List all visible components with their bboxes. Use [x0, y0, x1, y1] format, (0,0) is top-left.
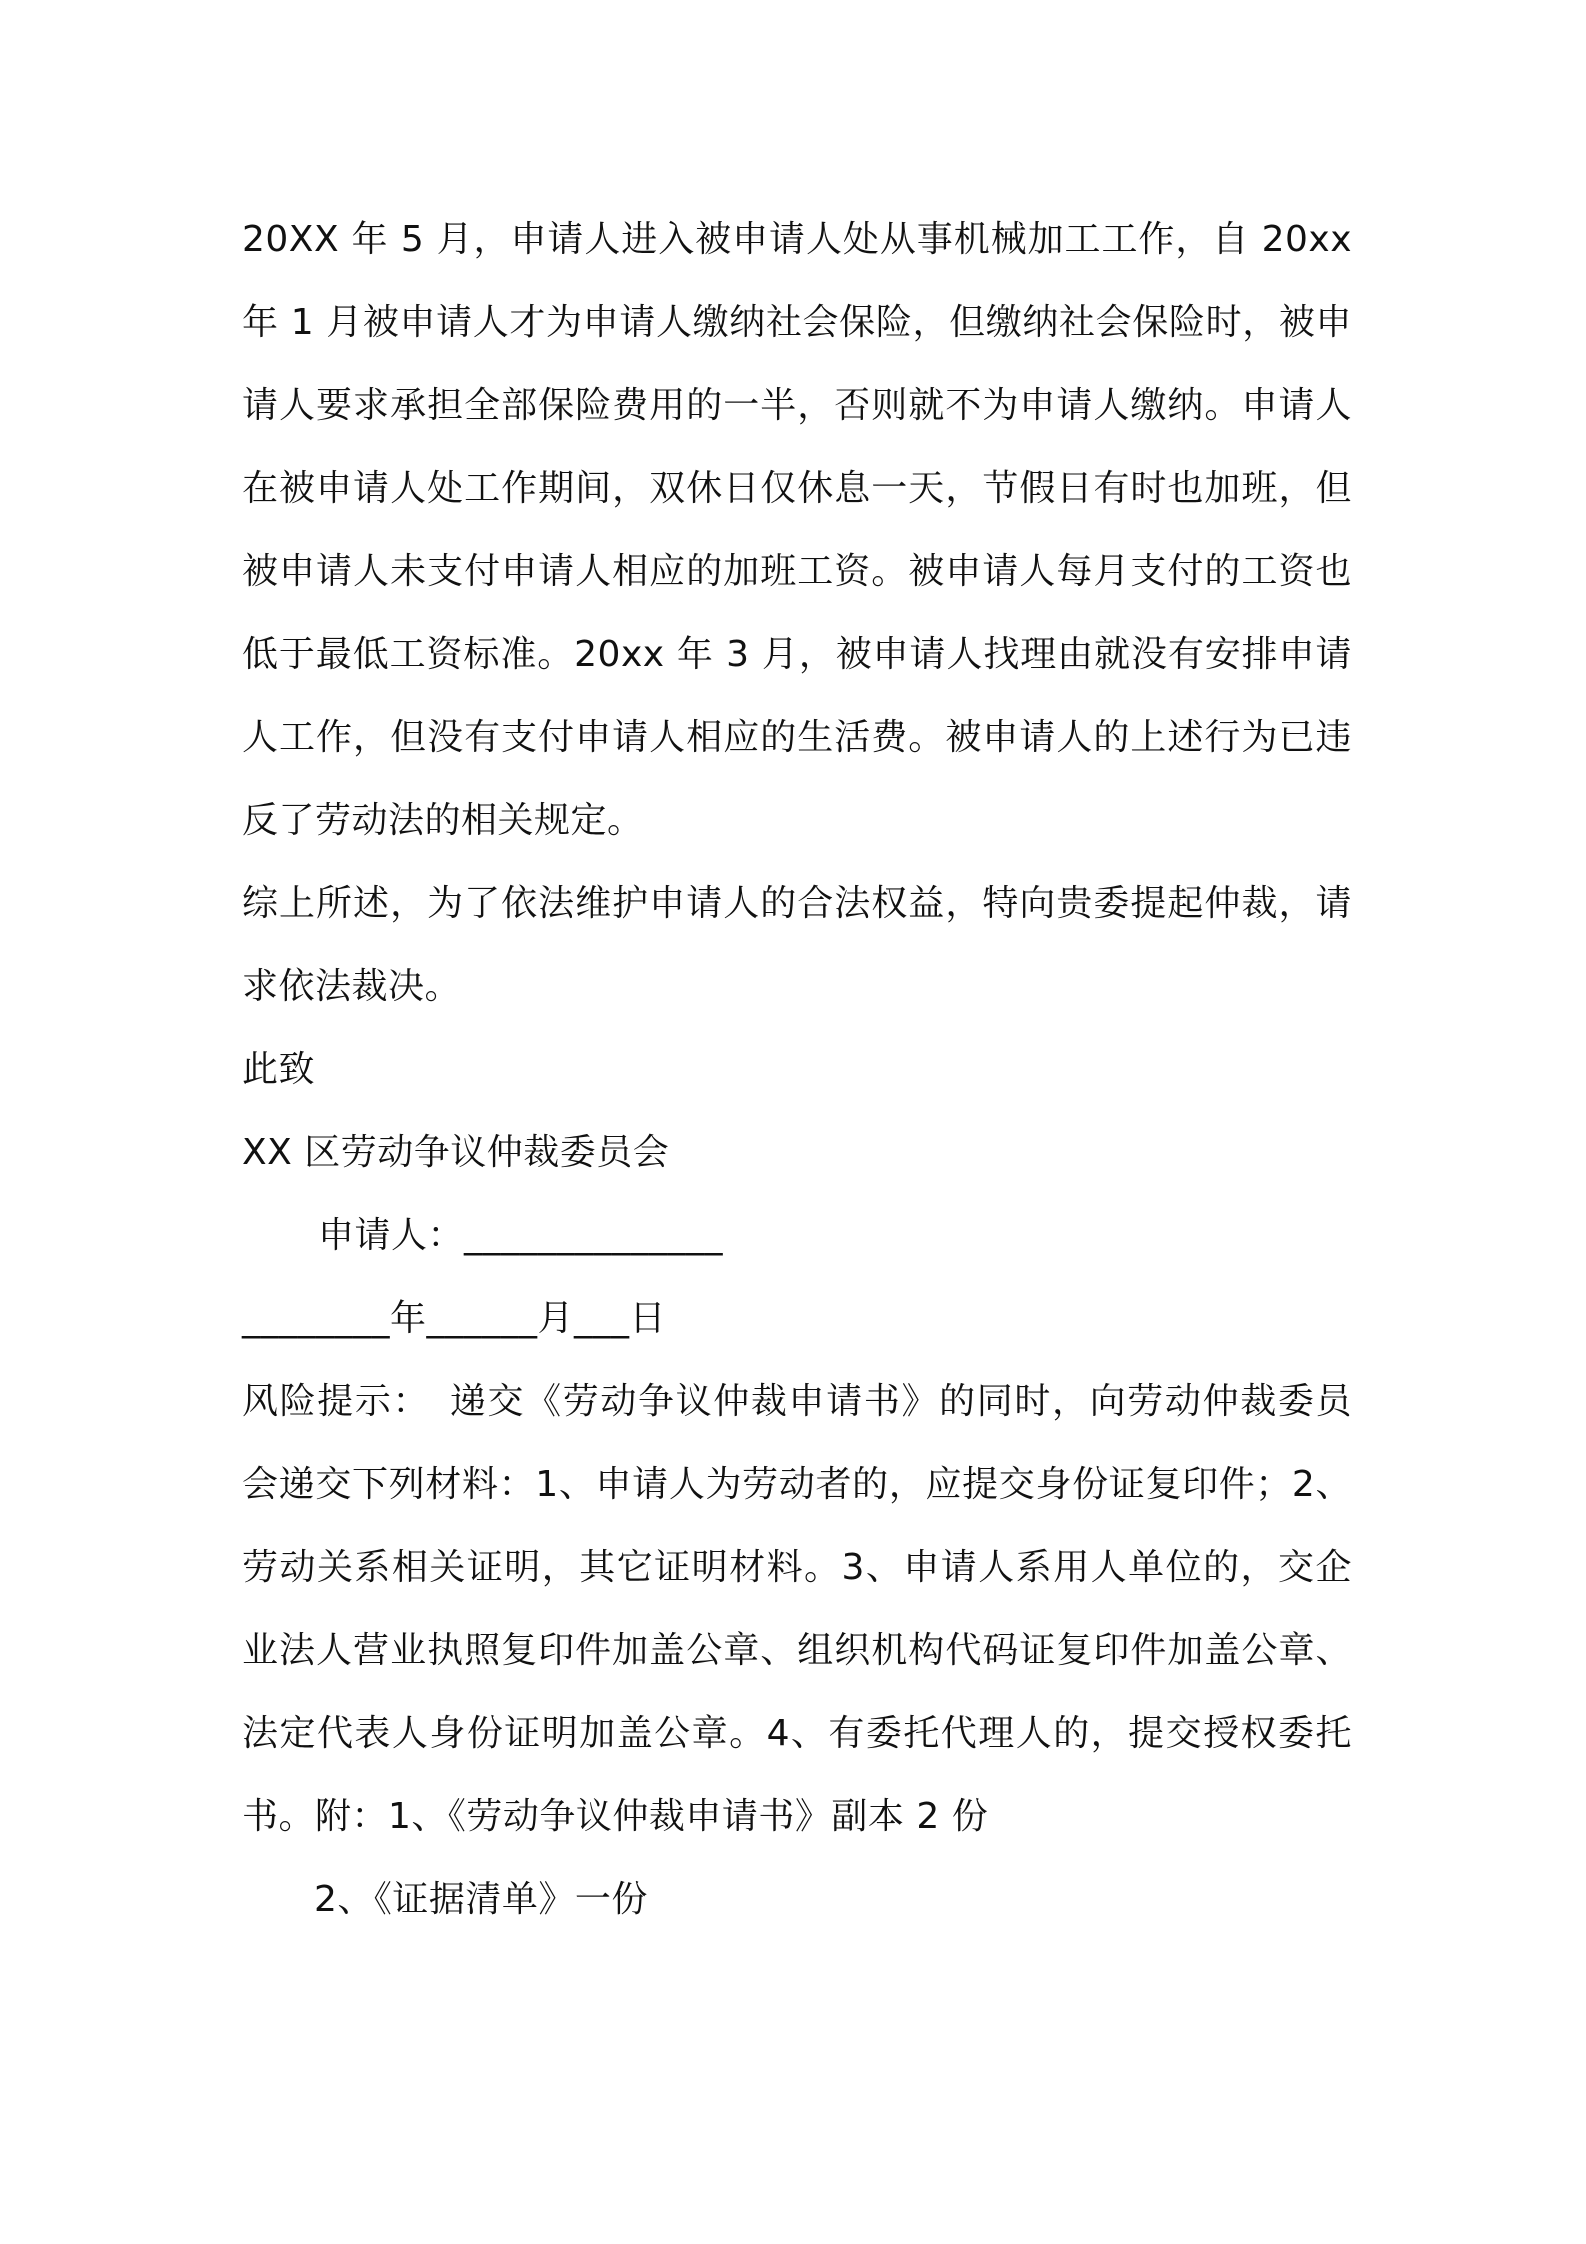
salutation: 此致	[242, 1049, 316, 1090]
applicant-signature-line: 申请人：______________	[318, 1215, 724, 1256]
addressee: XX 区劳动争议仲裁委员会	[242, 1132, 670, 1173]
date-line: ________年______月___日	[242, 1298, 666, 1339]
request-paragraph: 综上所述，为了依法维护申请人的合法权益，特向贵委提起仲裁，请求依法裁决。	[242, 883, 1352, 1007]
facts-paragraph: 20XX 年 5 月，申请人进入被申请人处从事机械加工工作，自 20xx 年 1 月被申请人才为申请人缴纳社会保险，但缴纳社会保险时，被申请人要求承担全部保险费用的一半，否则就不为申请人缴纳。申请人在被申请人处工作期间，双休日仅休息一天，节假日有时也加班，但被申请人未支付申请人相应的加班工资。被申请人每月支付的工资也低于最低工资标准。20xx 年 3 月，被申请人找理由就没有安排申请人工作，但没有支付申请人相应的生活费。被申请人的上述行为已违反了劳动法的相关规定。	[242, 219, 1352, 841]
document-body	[242, 198, 1352, 1941]
risk-notice-paragraph: 风险提示： 递交《劳动争议仲裁申请书》的同时，向劳动仲裁委员会递交下列材料：1、申请人为劳动者的，应提交身份证复印件；2、劳动关系相关证明，其它证明材料。3、申请人系用人单位的，交企业法人营业执照复印件加盖公章、组织机构代码证复印件加盖公章、法定代表人身份证明加盖公章。4、有委托代理人的，提交授权委托书。附：1、《劳动争议仲裁申请书》副本 2 份	[242, 1381, 1352, 1837]
attachment-item-2: 2、《证据清单》一份	[314, 1879, 648, 1920]
